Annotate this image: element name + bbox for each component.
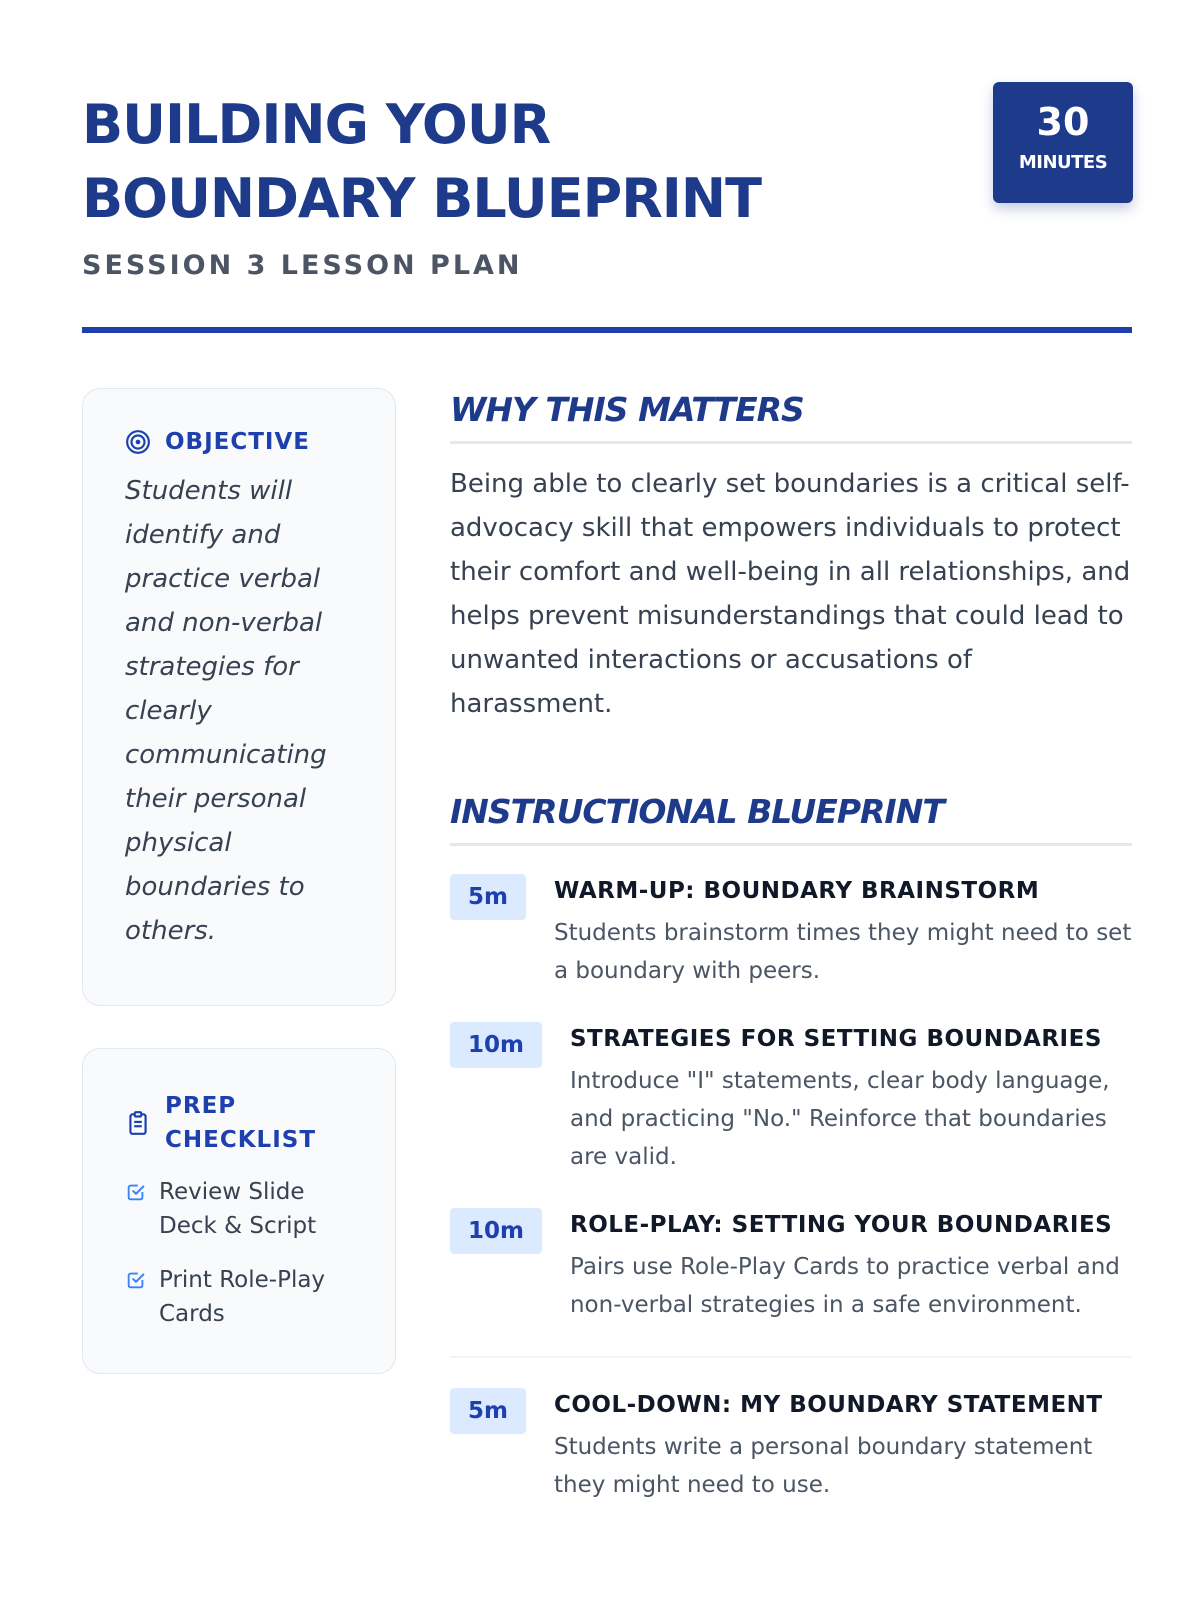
checkbox-checked-icon[interactable] (125, 1181, 147, 1203)
main-content (450, 390, 1132, 1536)
prep-heading (125, 1089, 355, 1157)
blueprint-step (450, 1022, 1132, 1176)
blueprint-step (450, 1208, 1132, 1324)
target-icon (125, 429, 151, 455)
step-time-badge: 10m (450, 1208, 542, 1254)
step-title: COOL-DOWN: MY BOUNDARY STATEMENT (553, 1392, 1103, 1418)
checklist-item[interactable] (125, 1175, 355, 1243)
step-title: ROLE-PLAY: SETTING YOUR BOUNDARIES (569, 1212, 1113, 1238)
page-title: BUILDING YOUR BOUNDARY BLUEPRINT (82, 93, 761, 230)
checklist-item-label: Review Slide Deck & Script (159, 1179, 317, 1239)
page-header (82, 88, 1132, 281)
step-description: Introduce "I" statements, clear body language, and practicing "No." Reinforce that boundaries are valid. (569, 1068, 1110, 1170)
step-time-badge: 10m (450, 1022, 542, 1068)
why-heading: WHY THIS MATTERS (450, 390, 1132, 444)
objective-text: Students will identify and practice verbal and non-verbal strategies for clearly communicating their personal physical boundaries to others. (125, 476, 327, 946)
objective-heading-label: OBJECTIVE (165, 429, 310, 455)
step-time-badge: 5m (450, 874, 526, 920)
step-time-badge: 5m (450, 1388, 526, 1434)
blueprint-step (450, 1356, 1132, 1504)
prep-checklist (125, 1175, 355, 1331)
step-description: Pairs use Role-Play Cards to practice verbal and non-verbal strategies in a safe environment. (569, 1254, 1120, 1318)
step-body (554, 874, 1132, 990)
checklist-item-label: Print Role-Play Cards (159, 1267, 326, 1327)
duration-value: 30 (1036, 100, 1090, 144)
step-body (554, 1388, 1132, 1504)
step-title: STRATEGIES FOR SETTING BOUNDARIES (569, 1026, 1102, 1052)
step-description: Students write a personal boundary statement they might need to use. (553, 1434, 1093, 1498)
prep-heading-label: PREP CHECKLIST (165, 1093, 317, 1153)
objective-heading (125, 429, 355, 455)
checklist-item[interactable] (125, 1263, 355, 1331)
clipboard-icon (125, 1110, 151, 1136)
prep-checklist-card (82, 1048, 396, 1374)
duration-unit: MINUTES (1018, 152, 1108, 173)
blueprint-heading: INSTRUCTIONAL BLUEPRINT (450, 792, 1132, 846)
step-body (570, 1022, 1132, 1176)
header-divider (82, 327, 1132, 333)
page-subtitle: SESSION 3 LESSON PLAN (82, 250, 523, 281)
checkbox-checked-icon[interactable] (125, 1269, 147, 1291)
step-body (570, 1208, 1132, 1324)
step-title: WARM-UP: BOUNDARY BRAINSTORM (553, 878, 1040, 904)
why-text: Being able to clearly set boundaries is a critical self-advocacy skill that empowers individuals to protect their comfort and well-being in all relationships, and helps prevent misunderstandings that could lead to unwanted interactions or accusations of harassment. (450, 469, 1131, 719)
blueprint-step (450, 874, 1132, 990)
duration-badge (993, 82, 1133, 203)
step-description: Students brainstorm times they might need to set a boundary with peers. (553, 920, 1132, 984)
objective-card (82, 388, 396, 1006)
blueprint-steps (450, 874, 1132, 1504)
